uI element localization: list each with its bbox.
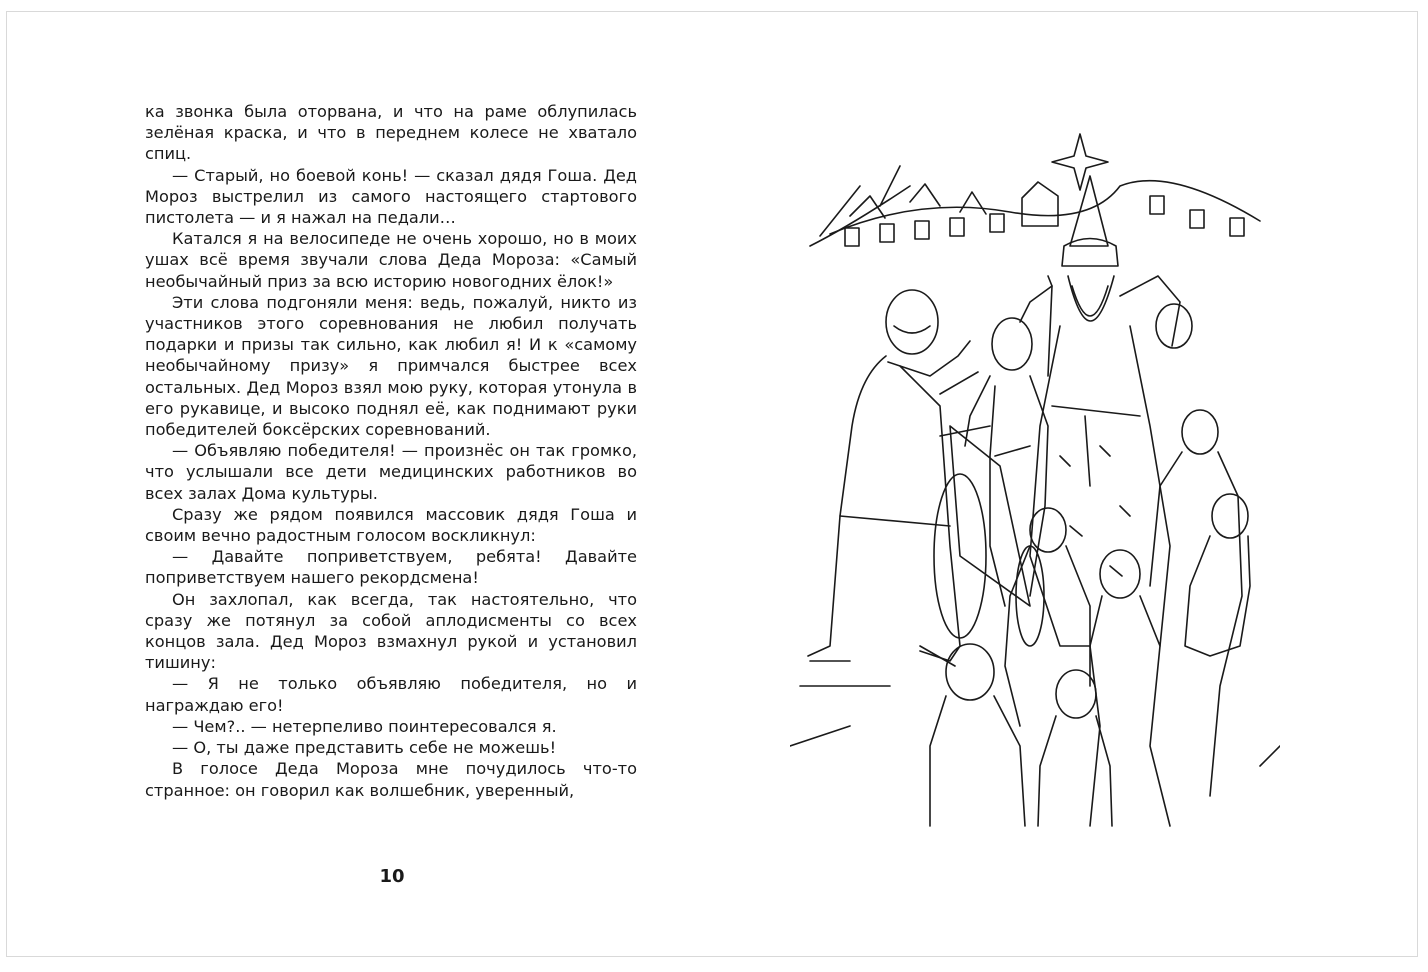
paragraph: Эти слова подгоняли меня: ведь, пожалуй, никто из участников этого соревнования не любил получать подарки и призы так сильно, как любил я! И к «самому необычайному призу» я примчался быстрее всех остальных. Дед Мороз взял мою руку, которая утонула в его рукавице, и высоко поднял её, как поднимают руки победителей боксёрских соревнований. [145, 292, 637, 440]
page-number: 10 [379, 866, 405, 887]
ded-moroz-illustration [790, 126, 1280, 830]
paragraph: — Чем?.. — нетерпеливо поинтересовался я. [172, 716, 557, 736]
figure-ded-moroz [1020, 176, 1192, 646]
paragraph: — Старый, но боевой конь! — сказал дядя Гоша. Дед Мороз выстрелил из самого настоящего стартового пистолета — и я нажал на педали… [145, 165, 637, 228]
star-ornament [1052, 134, 1108, 190]
figure-children [930, 410, 1250, 826]
page-text [145, 101, 637, 801]
paragraph: Он захлопал, как всегда, так настоятельно, что сразу же потянул за собой аплодисменты со всех концов зала. Дед Мороз взмахнул рукой и установил тишину: [145, 589, 637, 673]
paragraph: ка звонка была оторвана, и что на раме облупилась зелёная краска, и что в переднем колесе не хватало спиц. [145, 102, 637, 164]
paragraph: Катался я на велосипеде не очень хорошо, но в моих ушах всё время звучали слова Деда Мороза: «Самый необычайный приз за всю историю новогодних ёлок!» [145, 229, 637, 291]
paragraph: Сразу же рядом появился массовик дядя Гоша и своим вечно радостным голосом воскликнул: [145, 504, 637, 546]
paragraph: — Давайте поприветствуем, ребята! Давайте поприветствуем нашего рекордсмена! [145, 547, 637, 588]
floor [790, 686, 1280, 766]
paragraph: В голосе Деда Мороза мне почудилось что-то странное: он говорил как волшебник, уверенный, [145, 759, 637, 800]
paragraph: — О, ты даже представить себе не можешь! [172, 738, 557, 758]
paragraph: — Я не только объявляю победителя, но и награждаю его! [145, 674, 637, 715]
figure-bicycle [934, 426, 1044, 646]
paragraph: — Объявляю победителя! — произнёс он так громко, что услышали все дети медицинских работников во всех залах Дома культуры. [145, 441, 637, 503]
